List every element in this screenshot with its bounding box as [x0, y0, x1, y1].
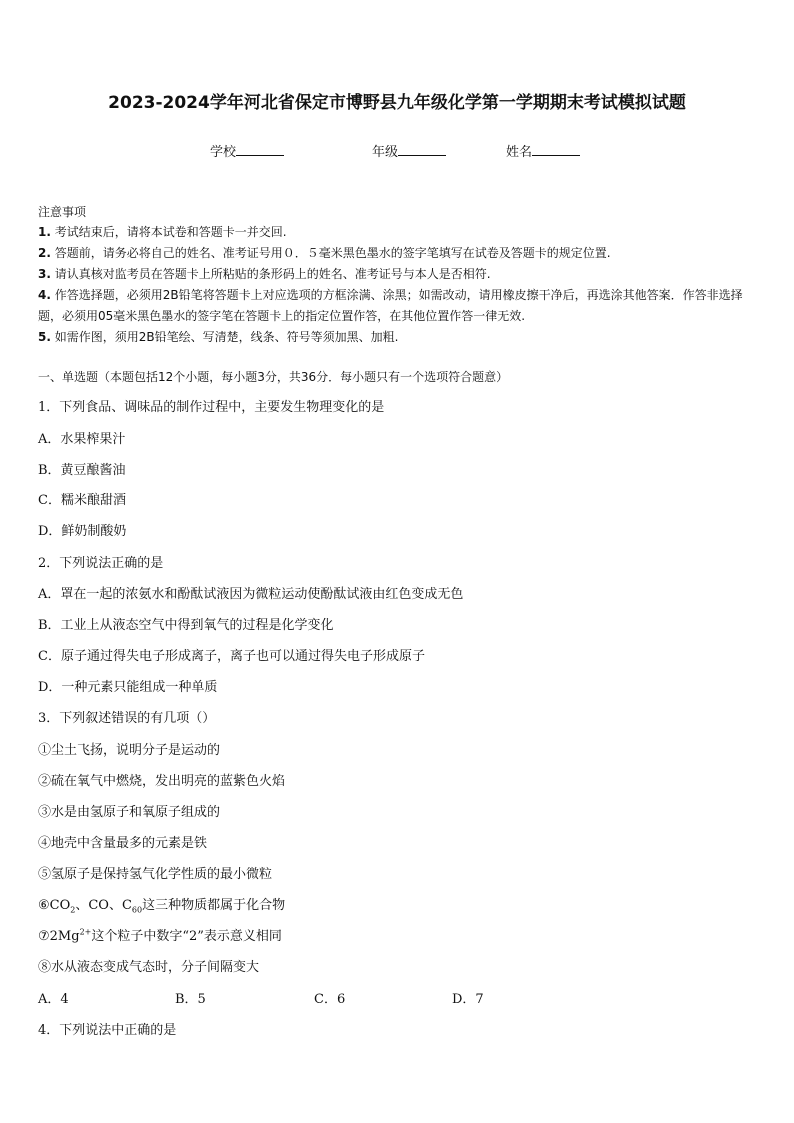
section-heading: 一、单选题（本题包括12个小题，每小题3分，共36分．每小题只有一个选项符合题意） — [38, 370, 509, 384]
q2-option-a: A．罩在一起的浓氨水和酚酞试液因为微粒运动使酚酞试液由红色变成无色 — [38, 587, 464, 602]
q3-statement-7: $⑦2Mg^{2+}$这个粒子中数字“2”表示意义相同 — [38, 927, 282, 944]
q1-stem: 1．下列食品、调味品的制作过程中，主要发生物理变化的是 — [38, 400, 385, 415]
q2-option-d: D．一种元素只能组成一种单质 — [38, 680, 218, 695]
q3-option-a: A．4 — [38, 992, 69, 1007]
school-blank — [236, 142, 284, 156]
q1-option-d: D．鲜奶制酸奶 — [38, 524, 127, 539]
notice-text: 考试结束后，请将本试卷和答题卡一并交回. — [54, 225, 287, 239]
q1-option-b: B．黄豆酿酱油 — [38, 463, 126, 478]
school-label: 学校 — [210, 145, 237, 160]
notice-item-4 — [38, 285, 760, 327]
grade-blank — [398, 142, 446, 156]
q3-option-c: C．6 — [314, 992, 346, 1007]
q3-statement-2: ②硫在氧气中燃烧，发出明亮的蓝紫色火焰 — [38, 774, 286, 789]
grade-label: 年级 — [372, 145, 399, 160]
notice-heading: 注意事项 — [38, 205, 87, 219]
notice-num: 5. — [38, 330, 51, 344]
notice-text: 作答选择题，必须用2B铅笔将答题卡上对应选项的方框涂满、涂黑；如需改动，请用橡皮擦干净后，再选涂其他答案．作答非选择题，必须用05毫米黑色墨水的签字笔在答题卡上的指定位置作答，在其他位置作答一律无效. — [38, 288, 743, 323]
notice-num: 1. — [38, 225, 51, 239]
notice-item-2 — [38, 243, 760, 264]
notice-item-3 — [38, 264, 760, 285]
name-blank — [532, 142, 580, 156]
school-field — [210, 141, 284, 160]
notice-text: 如需作图，须用2B铅笔绘、写清楚，线条、符号等须加黑、加粗. — [54, 330, 399, 344]
page-title: 2023-2024学年河北省保定市博野县九年级化学第一学期期末考试模拟试题 — [108, 93, 686, 113]
q3-statement-6: $⑥CO_2$、CO、$C_{60}$这三种物质都属于化合物 — [38, 898, 286, 915]
q4-stem: 4．下列说法中正确的是 — [38, 1023, 177, 1038]
name-label: 姓名 — [506, 145, 533, 160]
notice-text: 请认真核对监考员在答题卡上所粘贴的条形码上的姓名、准考证号与本人是否相符. — [54, 267, 491, 281]
q2-stem: 2．下列说法正确的是 — [38, 556, 164, 571]
q3-option-d: D．7 — [452, 992, 484, 1007]
grade-field — [372, 141, 446, 160]
q3-statement-1: ①尘土飞扬，说明分子是运动的 — [38, 743, 221, 758]
q3-statement-3: ③水是由氢原子和氧原子组成的 — [38, 805, 221, 820]
q2-option-c: C．原子通过得失电子形成离子，离子也可以通过得失电子形成原子 — [38, 649, 425, 664]
notice-text: 答题前，请务必将自己的姓名、准考证号用０．５毫米黑色墨水的签字笔填写在试卷及答题卡的规定位置. — [54, 246, 611, 260]
notice-item-1 — [38, 222, 760, 243]
notice-num: 3. — [38, 267, 51, 281]
q1-option-a: A．水果榨果汁 — [38, 432, 126, 447]
name-field — [506, 141, 580, 160]
notice-num: 4. — [38, 288, 51, 302]
q1-option-c: C．糯米酿甜酒 — [38, 493, 126, 508]
notice-num: 2. — [38, 246, 51, 260]
q3-statement-4: ④地壳中含量最多的元素是铁 — [38, 836, 208, 851]
q3-option-b: B．5 — [175, 992, 206, 1007]
q3-stem: 3．下列叙述错误的有几项（） — [38, 711, 216, 726]
notice-item-5 — [38, 327, 760, 348]
q3-statement-5: ⑤氢原子是保持氢气化学性质的最小微粒 — [38, 867, 273, 882]
q3-statement-8: ⑧水从液态变成气态时，分子间隔变大 — [38, 960, 260, 975]
q2-option-b: B．工业上从液态空气中得到氧气的过程是化学变化 — [38, 618, 334, 633]
